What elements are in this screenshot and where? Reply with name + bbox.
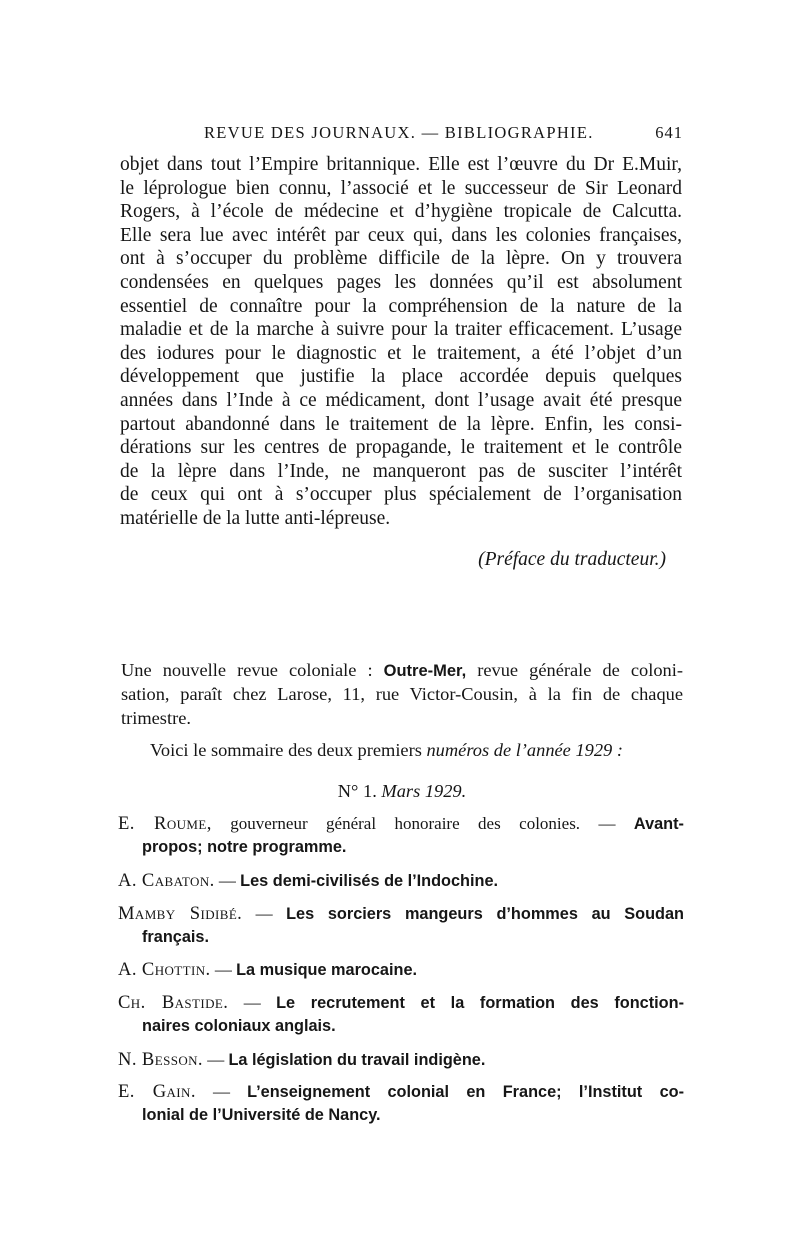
announcement-text: Une nouvelle revue coloniale : bbox=[121, 660, 384, 680]
list-item bbox=[118, 1080, 684, 1126]
running-title: REVUE DES JOURNAUX. — BIBLIOGRAPHIE. bbox=[204, 123, 594, 142]
entry-line bbox=[118, 1048, 684, 1071]
paragraph-line: de la lèpre dans l’Inde, ne manqueront pas de susciter l’intérêt bbox=[120, 460, 682, 482]
journal-name: Outre-Mer, bbox=[383, 662, 467, 680]
running-head bbox=[118, 123, 683, 147]
entry-title: Avant- bbox=[633, 815, 684, 833]
entry-author: E. Roume, bbox=[118, 813, 212, 834]
entry-title: propos; notre programme. bbox=[142, 838, 347, 856]
entry-title: La législation du travail indigène. bbox=[228, 1051, 486, 1069]
entry-author: A. Chottin. bbox=[118, 959, 211, 980]
paragraph-line: Rogers, à l’école de médecine et d’hygiène tropicale de Calcutta. bbox=[120, 201, 682, 223]
paragraph-line: le léprologue bien connu, l’associé et le successeur de Sir Leonard bbox=[120, 177, 682, 199]
list-item bbox=[118, 958, 684, 981]
entry-text: — bbox=[228, 993, 277, 1012]
entry-text: — bbox=[242, 904, 287, 923]
entry-title: français. bbox=[142, 928, 209, 946]
paragraph-line: ont à s’occuper du problème difficile de la lèpre. On y trouvera bbox=[120, 248, 682, 270]
paragraph-line: de ceux qui ont à s’occuper plus spécialement de l’organisation bbox=[120, 484, 682, 506]
entry-text: — bbox=[214, 871, 241, 890]
entry-line bbox=[118, 958, 684, 981]
entry-title: L’enseignement colonial en France; l’Institut co- bbox=[247, 1083, 684, 1101]
entry-line bbox=[118, 925, 684, 948]
entry-author: E. Gain. bbox=[118, 1081, 196, 1102]
entry-title: La musique marocaine. bbox=[236, 961, 418, 979]
summary-intro-text: Voici le sommaire des deux premiers bbox=[150, 740, 427, 760]
paragraph-line: des iodures pour le diagnostic et le traitement, a été l’objet d’un bbox=[120, 342, 682, 364]
paragraph-line: années dans l’Inde à ce médicament, dont l’usage avait été presque bbox=[120, 389, 682, 411]
entry-line bbox=[118, 869, 684, 892]
paragraph-line: maladie et de la marche à suivre pour la traiter efficacement. L’usage bbox=[120, 319, 682, 341]
list-item bbox=[118, 991, 684, 1037]
entry-title: naires coloniaux anglais. bbox=[142, 1017, 336, 1035]
entry-text: — bbox=[202, 1050, 229, 1069]
entry-text: gouverneur général honoraire des colonies. — bbox=[211, 814, 634, 833]
announcement-line bbox=[121, 658, 683, 682]
page-number: 641 bbox=[655, 123, 683, 142]
paragraph-line: matérielle de la lutte anti-lépreuse. bbox=[120, 507, 391, 529]
list-item bbox=[118, 812, 684, 858]
list-item bbox=[118, 869, 684, 892]
issue-number: N° 1. bbox=[337, 781, 377, 801]
entry-line bbox=[118, 1080, 684, 1103]
announcement-paragraph bbox=[121, 658, 683, 730]
entry-line bbox=[118, 991, 684, 1014]
summary-intro-italic: numéros de l’année 1929 : bbox=[426, 740, 623, 760]
entry-author: N. Besson. bbox=[118, 1049, 203, 1070]
entry-line bbox=[118, 835, 684, 858]
issue-heading bbox=[120, 781, 682, 802]
entry-text: — bbox=[195, 1082, 248, 1101]
entry-title: lonial de l’Université de Nancy. bbox=[142, 1106, 381, 1124]
summary-intro bbox=[150, 740, 683, 761]
paragraph-line: Elle sera lue avec intérêt par ceux qui, dans les colonies françaises, bbox=[120, 224, 682, 246]
entry-author: Ch. Bastide. bbox=[118, 992, 229, 1013]
paragraph-line: dérations sur les centres de propagande, le traitement et le contrôle bbox=[120, 437, 682, 459]
entry-author: A. Cabaton. bbox=[118, 870, 215, 891]
entry-title: Les sorciers mangeurs d’hommes au Soudan bbox=[286, 905, 684, 923]
list-item bbox=[118, 902, 684, 948]
entry-line bbox=[118, 812, 684, 835]
announcement-text: revue générale de coloni- bbox=[466, 660, 683, 680]
entry-line bbox=[118, 1103, 684, 1126]
announcement-line: sation, paraît chez Larose, 11, rue Victor-Cousin, à la fin de chaque bbox=[121, 684, 683, 704]
entry-author: Mamby Sidibé. bbox=[118, 903, 243, 924]
entry-line bbox=[118, 902, 684, 925]
paragraph-line: objet dans tout l’Empire britannique. Elle est l’œuvre du Dr E.Muir, bbox=[120, 154, 682, 175]
paragraph-line: condensées en quelques pages les données qu’il est absolument bbox=[120, 271, 682, 293]
entry-line bbox=[118, 1014, 684, 1037]
announcement-line: trimestre. bbox=[121, 708, 191, 728]
list-item bbox=[118, 1048, 684, 1071]
paragraph-line: essentiel de connaître pour la compréhension de la nature de la bbox=[120, 295, 682, 317]
preface-signature: (Préface du traducteur.) bbox=[478, 549, 666, 570]
entry-title: Les demi-civilisés de l’Indochine. bbox=[240, 872, 499, 890]
entry-title: Le recrutement et la formation des fonction- bbox=[276, 994, 684, 1012]
paragraph-line: partout abandonné dans le traitement de la lèpre. Enfin, les consi- bbox=[120, 413, 682, 435]
paragraph-line: développement que justifie la place accordée depuis quelques bbox=[120, 366, 682, 388]
preface-paragraph bbox=[120, 153, 682, 531]
entry-text: — bbox=[210, 960, 237, 979]
issue-date: Mars 1929. bbox=[381, 781, 467, 801]
